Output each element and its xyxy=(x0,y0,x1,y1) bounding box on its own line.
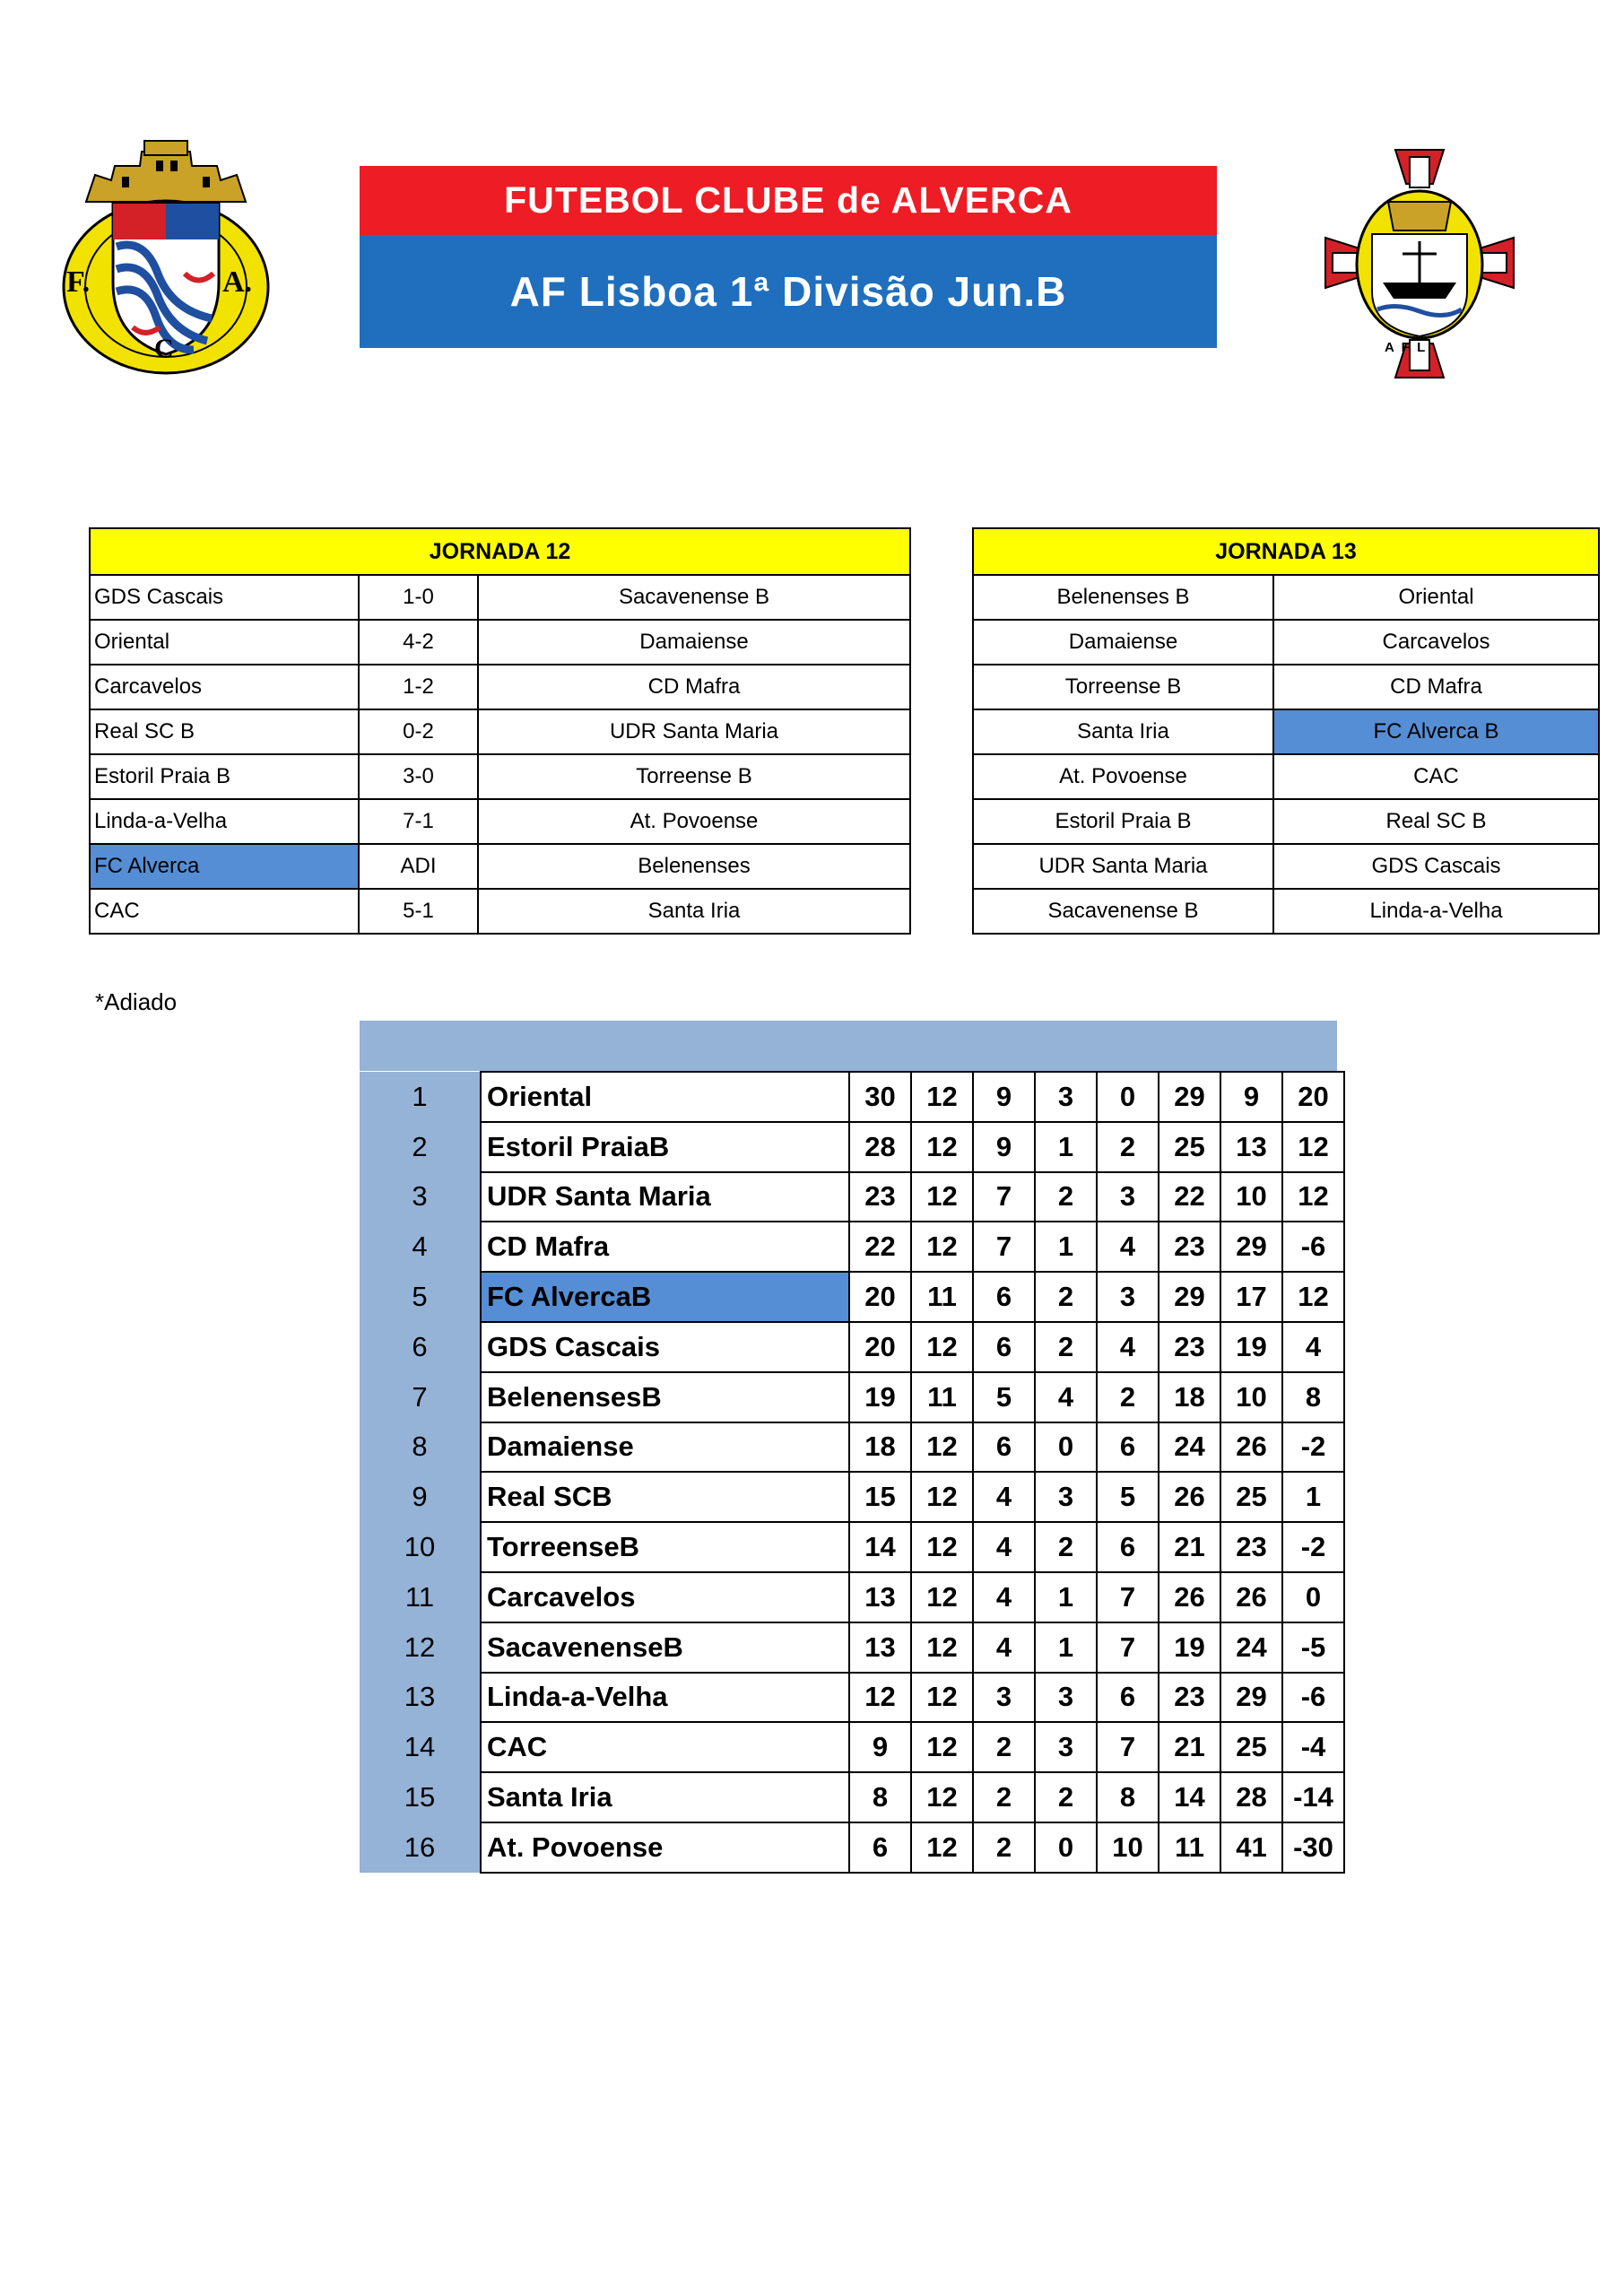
standings-row xyxy=(360,1422,1344,1473)
match-row xyxy=(90,754,910,799)
stat-value: 10 xyxy=(1220,1372,1282,1422)
home-team-highlighted: FC Alverca xyxy=(90,844,359,889)
stat-value: 6 xyxy=(973,1422,1035,1473)
team-name: Estoril PraiaB xyxy=(481,1122,849,1172)
stat-value: 12 xyxy=(911,1622,973,1673)
stat-value: 29 xyxy=(1220,1673,1282,1723)
stat-value: 1 xyxy=(1035,1622,1097,1673)
team-name: BelenensesB xyxy=(481,1372,849,1422)
team-name: Oriental xyxy=(481,1072,849,1122)
team-name: CD Mafra xyxy=(481,1222,849,1272)
position: 14 xyxy=(360,1722,481,1772)
home-team: Santa Iria xyxy=(973,709,1273,754)
stat-value: 29 xyxy=(1220,1222,1282,1272)
home-team: At. Povoense xyxy=(973,754,1273,799)
stat-value: 12 xyxy=(1282,1272,1344,1322)
home-team: Belenenses B xyxy=(973,575,1273,620)
team-name: GDS Cascais xyxy=(481,1322,849,1372)
away-team: Real SC B xyxy=(1273,799,1599,844)
stat-value: 9 xyxy=(1220,1072,1282,1122)
position: 6 xyxy=(360,1322,481,1372)
standings-table xyxy=(360,1071,1345,1874)
stat-value: 22 xyxy=(1159,1172,1220,1222)
stat-value: 12 xyxy=(911,1522,973,1572)
stat-value: 11 xyxy=(1159,1822,1220,1873)
stat-value: 12 xyxy=(911,1072,973,1122)
stat-value: 4 xyxy=(1097,1322,1159,1372)
score: 7-1 xyxy=(359,799,478,844)
stat-value: 11 xyxy=(911,1272,973,1322)
stat-value: 14 xyxy=(1159,1772,1220,1822)
standings-row xyxy=(360,1172,1344,1222)
stat-value: 5 xyxy=(973,1372,1035,1422)
stat-value: 25 xyxy=(1159,1122,1220,1172)
standings-row xyxy=(360,1772,1344,1822)
home-team: GDS Cascais xyxy=(90,575,359,620)
stat-value: 7 xyxy=(973,1172,1035,1222)
position: 5 xyxy=(360,1272,481,1322)
match-row xyxy=(973,799,1599,844)
team-name: Real SCB xyxy=(481,1472,849,1522)
stat-value: 24 xyxy=(1159,1422,1220,1473)
stat-value: 10 xyxy=(1097,1822,1159,1873)
stat-value: 7 xyxy=(1097,1722,1159,1772)
away-team: Damaiense xyxy=(478,620,910,665)
stat-value: 14 xyxy=(849,1522,911,1572)
score: 1-2 xyxy=(359,665,478,709)
home-team: Oriental xyxy=(90,620,359,665)
match-row xyxy=(90,889,910,934)
match-row xyxy=(90,709,910,754)
standings-row xyxy=(360,1822,1344,1873)
stat-value: 4 xyxy=(1035,1372,1097,1422)
away-team: Carcavelos xyxy=(1273,620,1599,665)
stat-value: -5 xyxy=(1282,1622,1344,1673)
stat-value: 12 xyxy=(911,1572,973,1622)
stat-value: 28 xyxy=(1220,1772,1282,1822)
team-name: CAC xyxy=(481,1722,849,1772)
stat-value: 4 xyxy=(973,1522,1035,1572)
stat-value: 26 xyxy=(1159,1472,1220,1522)
position: 3 xyxy=(360,1172,481,1222)
stat-value: 21 xyxy=(1159,1722,1220,1772)
position: 10 xyxy=(360,1522,481,1572)
stat-value: 6 xyxy=(973,1322,1035,1372)
standings-row xyxy=(360,1673,1344,1723)
home-team: Torreense B xyxy=(973,665,1273,709)
stat-value: 21 xyxy=(1159,1522,1220,1572)
away-team: CAC xyxy=(1273,754,1599,799)
position: 16 xyxy=(360,1822,481,1873)
standings-row xyxy=(360,1622,1344,1673)
stat-value: 12 xyxy=(911,1222,973,1272)
team-name: Linda-a-Velha xyxy=(481,1673,849,1723)
stat-value: 25 xyxy=(1220,1722,1282,1772)
position: 2 xyxy=(360,1122,481,1172)
home-team: UDR Santa Maria xyxy=(973,844,1273,889)
standings-row xyxy=(360,1072,1344,1122)
team-name: TorreenseB xyxy=(481,1522,849,1572)
score: 1-0 xyxy=(359,575,478,620)
stat-value: 0 xyxy=(1035,1822,1097,1873)
stat-value: 2 xyxy=(1035,1322,1097,1372)
stat-value: 3 xyxy=(1035,1722,1097,1772)
score: 5-1 xyxy=(359,889,478,934)
stat-value: 30 xyxy=(849,1072,911,1122)
away-team: Oriental xyxy=(1273,575,1599,620)
stat-value: 2 xyxy=(1035,1522,1097,1572)
away-team: At. Povoense xyxy=(478,799,910,844)
stat-value: 29 xyxy=(1159,1072,1220,1122)
stat-value: 1 xyxy=(1035,1122,1097,1172)
match-row xyxy=(90,575,910,620)
stat-value: 12 xyxy=(911,1422,973,1473)
stat-value: -2 xyxy=(1282,1522,1344,1572)
stat-value: 12 xyxy=(911,1822,973,1873)
stat-value: 41 xyxy=(1220,1822,1282,1873)
home-team: Linda-a-Velha xyxy=(90,799,359,844)
stat-value: 4 xyxy=(973,1622,1035,1673)
stat-value: -6 xyxy=(1282,1222,1344,1272)
score: 4-2 xyxy=(359,620,478,665)
match-row xyxy=(973,709,1599,754)
stat-value: 3 xyxy=(1097,1272,1159,1322)
position: 1 xyxy=(360,1072,481,1122)
position: 15 xyxy=(360,1772,481,1822)
stat-value: 4 xyxy=(1097,1222,1159,1272)
standings-header-bar xyxy=(360,1021,1337,1071)
stat-value: 18 xyxy=(1159,1372,1220,1422)
stat-value: 2 xyxy=(1035,1772,1097,1822)
stat-value: 0 xyxy=(1282,1572,1344,1622)
stat-value: 23 xyxy=(1159,1222,1220,1272)
stat-value: 6 xyxy=(1097,1422,1159,1473)
stat-value: 7 xyxy=(973,1222,1035,1272)
position: 8 xyxy=(360,1422,481,1473)
crest-afl-letters: A F L xyxy=(1385,340,1426,355)
stat-value: 3 xyxy=(1035,1673,1097,1723)
stat-value: 13 xyxy=(849,1572,911,1622)
away-team: CD Mafra xyxy=(478,665,910,709)
away-team-highlighted: FC Alverca B xyxy=(1273,709,1599,754)
jornada-12-title: JORNADA 12 xyxy=(90,528,910,575)
stat-value: 9 xyxy=(973,1072,1035,1122)
home-team: Estoril Praia B xyxy=(90,754,359,799)
standings-row xyxy=(360,1472,1344,1522)
team-name: SacavenenseB xyxy=(481,1622,849,1673)
team-name: Carcavelos xyxy=(481,1572,849,1622)
stat-value: 23 xyxy=(1220,1522,1282,1572)
stat-value: 12 xyxy=(911,1722,973,1772)
position: 11 xyxy=(360,1572,481,1622)
stat-value: 8 xyxy=(1097,1772,1159,1822)
stat-value: 8 xyxy=(849,1772,911,1822)
stat-value: 4 xyxy=(1282,1322,1344,1372)
stat-value: 13 xyxy=(849,1622,911,1673)
match-row xyxy=(973,575,1599,620)
standings-row xyxy=(360,1322,1344,1372)
position: 7 xyxy=(360,1372,481,1422)
home-team: CAC xyxy=(90,889,359,934)
home-team: Real SC B xyxy=(90,709,359,754)
away-team: CD Mafra xyxy=(1273,665,1599,709)
stat-value: -14 xyxy=(1282,1772,1344,1822)
away-team: Santa Iria xyxy=(478,889,910,934)
stat-value: 3 xyxy=(1035,1072,1097,1122)
stat-value: 19 xyxy=(849,1372,911,1422)
home-team: Estoril Praia B xyxy=(973,799,1273,844)
stat-value: 20 xyxy=(849,1322,911,1372)
jornada-12-table xyxy=(89,527,911,935)
stat-value: 2 xyxy=(973,1772,1035,1822)
position: 9 xyxy=(360,1472,481,1522)
match-row xyxy=(973,754,1599,799)
stat-value: 0 xyxy=(1097,1072,1159,1122)
position: 12 xyxy=(360,1622,481,1673)
stat-value: 12 xyxy=(911,1322,973,1372)
stat-value: 4 xyxy=(973,1472,1035,1522)
stat-value: 25 xyxy=(1220,1472,1282,1522)
home-team: Sacavenense B xyxy=(973,889,1273,934)
competition-title: AF Lisboa 1ª Divisão Jun.B xyxy=(360,235,1217,348)
stat-value: 20 xyxy=(1282,1072,1344,1122)
stat-value: 3 xyxy=(973,1673,1035,1723)
stat-value: 3 xyxy=(1035,1472,1097,1522)
stat-value: 12 xyxy=(911,1472,973,1522)
away-team: GDS Cascais xyxy=(1273,844,1599,889)
score: 3-0 xyxy=(359,754,478,799)
home-team: Carcavelos xyxy=(90,665,359,709)
team-name: Damaiense xyxy=(481,1422,849,1473)
home-team: Damaiense xyxy=(973,620,1273,665)
stat-value: 5 xyxy=(1097,1472,1159,1522)
stat-value: 23 xyxy=(1159,1322,1220,1372)
match-row xyxy=(973,665,1599,709)
stat-value: 1 xyxy=(1282,1472,1344,1522)
stat-value: -4 xyxy=(1282,1722,1344,1772)
stat-value: 24 xyxy=(1220,1622,1282,1673)
stat-value: 23 xyxy=(849,1172,911,1222)
match-row xyxy=(90,799,910,844)
stat-value: 2 xyxy=(1097,1372,1159,1422)
stat-value: 23 xyxy=(1159,1673,1220,1723)
stat-value: 6 xyxy=(1097,1673,1159,1723)
match-row xyxy=(973,844,1599,889)
stat-value: 2 xyxy=(973,1722,1035,1772)
stat-value: 7 xyxy=(1097,1572,1159,1622)
team-name: Santa Iria xyxy=(481,1772,849,1822)
stat-value: 26 xyxy=(1159,1572,1220,1622)
stat-value: 12 xyxy=(911,1673,973,1723)
stat-value: 2 xyxy=(1097,1122,1159,1172)
score: ADI xyxy=(359,844,478,889)
stat-value: 6 xyxy=(849,1822,911,1873)
stat-value: 18 xyxy=(849,1422,911,1473)
stat-value: 12 xyxy=(911,1122,973,1172)
stat-value: 19 xyxy=(1220,1322,1282,1372)
position: 13 xyxy=(360,1673,481,1723)
standings-row xyxy=(360,1572,1344,1622)
match-row xyxy=(973,620,1599,665)
stat-value: 12 xyxy=(911,1172,973,1222)
stat-value: 9 xyxy=(973,1122,1035,1172)
stat-value: -30 xyxy=(1282,1822,1344,1873)
position: 4 xyxy=(360,1222,481,1272)
stat-value: 15 xyxy=(849,1472,911,1522)
stat-value: 2 xyxy=(1035,1272,1097,1322)
stat-value: 12 xyxy=(1282,1172,1344,1222)
stat-value: 22 xyxy=(849,1222,911,1272)
match-row xyxy=(973,889,1599,934)
stat-value: 3 xyxy=(1097,1172,1159,1222)
stat-value: 0 xyxy=(1035,1422,1097,1473)
standings-row xyxy=(360,1372,1344,1422)
away-team: Sacavenense B xyxy=(478,575,910,620)
crest-letter-f: F. xyxy=(66,265,91,299)
standings-row xyxy=(360,1722,1344,1772)
stat-value: 6 xyxy=(973,1272,1035,1322)
jornada-13-title: JORNADA 13 xyxy=(973,528,1599,575)
stat-value: 28 xyxy=(849,1122,911,1172)
stat-value: 29 xyxy=(1159,1272,1220,1322)
stat-value: 12 xyxy=(1282,1122,1344,1172)
stat-value: 2 xyxy=(973,1822,1035,1873)
standings-row xyxy=(360,1272,1344,1322)
stat-value: 9 xyxy=(849,1722,911,1772)
score: 0-2 xyxy=(359,709,478,754)
crest-letter-a: A. xyxy=(222,265,253,299)
postponed-note: *Adiado xyxy=(95,988,178,1015)
stat-value: 26 xyxy=(1220,1422,1282,1473)
club-title: FUTEBOL CLUBE de ALVERCA xyxy=(360,166,1217,235)
match-row xyxy=(90,620,910,665)
stat-value: 12 xyxy=(849,1673,911,1723)
stat-value: 11 xyxy=(911,1372,973,1422)
team-name: UDR Santa Maria xyxy=(481,1172,849,1222)
stat-value: 8 xyxy=(1282,1372,1344,1422)
stat-value: 17 xyxy=(1220,1272,1282,1322)
match-row xyxy=(90,665,910,709)
match-row xyxy=(90,844,910,889)
stat-value: -2 xyxy=(1282,1422,1344,1473)
stat-value: 13 xyxy=(1220,1122,1282,1172)
stat-value: 1 xyxy=(1035,1572,1097,1622)
stat-value: 6 xyxy=(1097,1522,1159,1572)
stat-value: -6 xyxy=(1282,1673,1344,1723)
team-name: At. Povoense xyxy=(481,1822,849,1873)
jornada-13-table xyxy=(972,527,1600,935)
stat-value: 1 xyxy=(1035,1222,1097,1272)
crest-letter-c: C xyxy=(154,334,174,363)
title-banner xyxy=(360,166,1217,348)
stat-value: 26 xyxy=(1220,1572,1282,1622)
away-team: UDR Santa Maria xyxy=(478,709,910,754)
standings-row xyxy=(360,1522,1344,1572)
stat-value: 20 xyxy=(849,1272,911,1322)
away-team: Torreense B xyxy=(478,754,910,799)
stat-value: 2 xyxy=(1035,1172,1097,1222)
stat-value: 19 xyxy=(1159,1622,1220,1673)
standings-row xyxy=(360,1122,1344,1172)
stat-value: 10 xyxy=(1220,1172,1282,1222)
standings-row xyxy=(360,1222,1344,1272)
away-team: Linda-a-Velha xyxy=(1273,889,1599,934)
away-team: Belenenses xyxy=(478,844,910,889)
stat-value: 12 xyxy=(911,1772,973,1822)
team-name-highlighted: FC AlvercaB xyxy=(481,1272,849,1322)
stat-value: 7 xyxy=(1097,1622,1159,1673)
stat-value: 4 xyxy=(973,1572,1035,1622)
